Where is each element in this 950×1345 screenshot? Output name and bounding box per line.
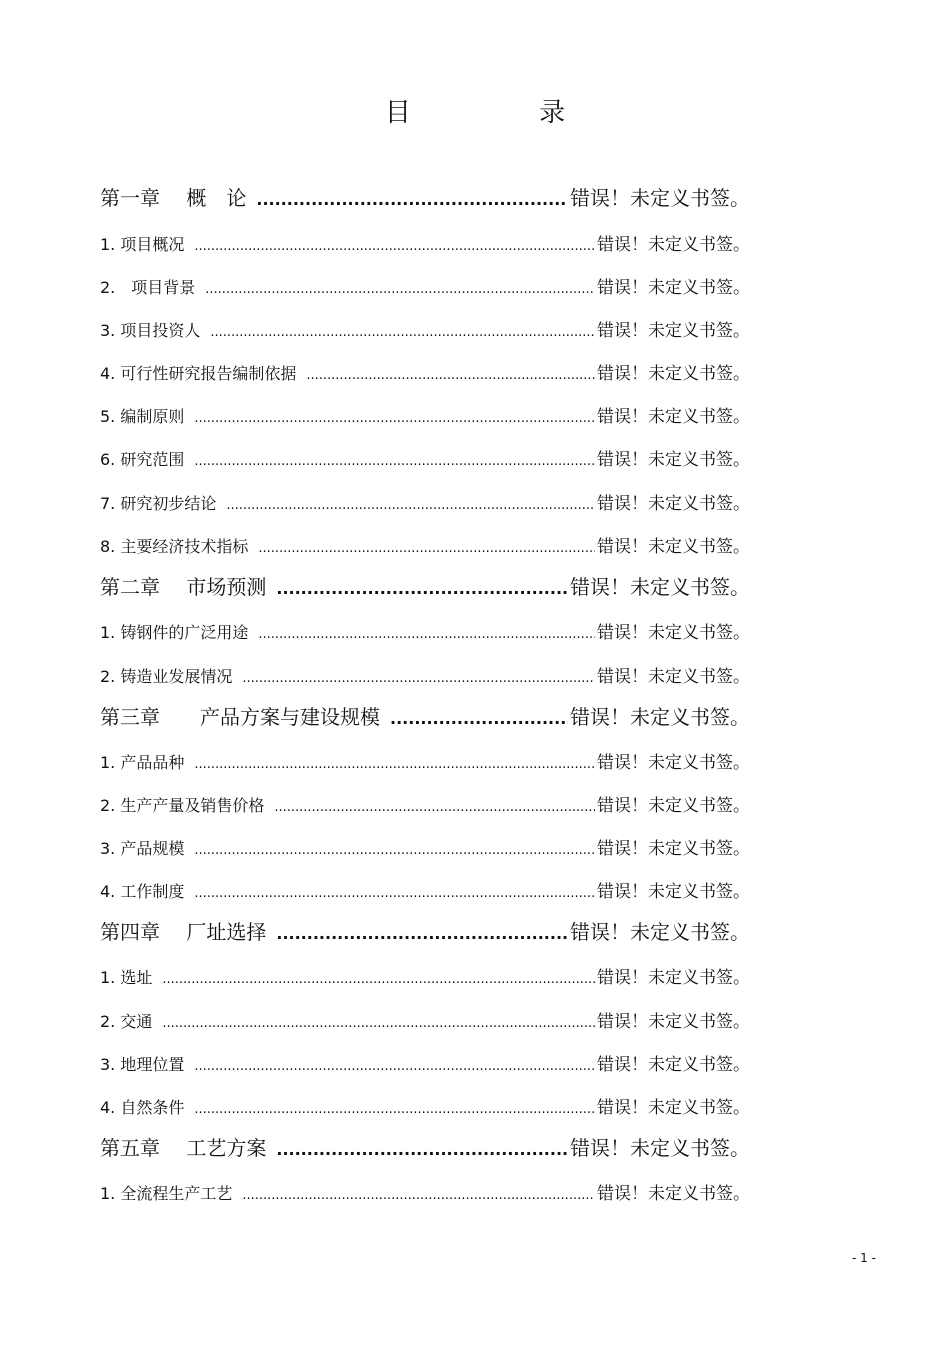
toc-label: 3. 地理位置: [100, 1055, 185, 1074]
toc-entry[interactable]: [100, 273, 750, 298]
page-title: 目 录: [384, 98, 626, 128]
page-number: - 1 -: [852, 1251, 876, 1265]
toc-label: 4. 可行性研究报告编制依据: [100, 364, 297, 383]
toc-ref: 错误！未定义书签。: [597, 882, 750, 902]
toc-label: 2. 交通: [100, 1012, 153, 1031]
toc-label: 3. 项目投资人: [100, 321, 201, 340]
toc-label: 2. 生产产量及销售价格: [100, 796, 265, 815]
dot-leader: [306, 368, 595, 383]
dot-leader: [194, 757, 595, 772]
toc-label: 1. 全流程生产工艺: [100, 1184, 233, 1203]
toc-entry[interactable]: [100, 701, 750, 730]
toc-ref: 错误！未定义书签。: [597, 968, 750, 988]
toc-ref: 错误！未定义书签。: [597, 667, 750, 687]
dot-leader: [242, 1188, 595, 1203]
toc-ref: 错误！未定义书签。: [597, 839, 750, 859]
toc-ref: 错误！未定义书签。: [597, 235, 750, 255]
toc-ref: 错误！未定义书签。: [570, 1136, 750, 1160]
toc-label: 第五章 工艺方案: [100, 1136, 267, 1160]
dot-leader: [205, 282, 595, 297]
dot-leader: [194, 239, 595, 254]
toc-entry[interactable]: [100, 748, 750, 773]
toc-label: 4. 自然条件: [100, 1098, 185, 1117]
toc-label: 1. 铸钢件的广泛用途: [100, 623, 249, 642]
toc-entry[interactable]: [100, 1093, 750, 1118]
dot-leader: [194, 886, 595, 901]
toc-ref: 错误！未定义书签。: [597, 494, 750, 514]
dot-leader: [276, 579, 568, 598]
dot-leader: [274, 800, 595, 815]
toc-label: 8. 主要经济技术指标: [100, 537, 249, 556]
toc-ref: 错误！未定义书签。: [570, 575, 750, 599]
dot-leader: [256, 190, 568, 209]
toc-ref: 错误！未定义书签。: [597, 450, 750, 470]
dot-leader: [226, 498, 595, 513]
dot-leader: [390, 709, 568, 728]
toc-entry[interactable]: [100, 618, 750, 643]
dot-leader: [258, 627, 595, 642]
toc-label: 6. 研究范围: [100, 450, 185, 469]
dot-leader: [194, 1059, 595, 1074]
toc-ref: 错误！未定义书签。: [597, 1055, 750, 1075]
toc-label: 4. 工作制度: [100, 882, 185, 901]
toc-entry[interactable]: [100, 532, 750, 557]
toc-entry[interactable]: [100, 445, 750, 470]
toc-label: 第一章 概 论: [100, 186, 247, 210]
toc-label: 第三章 产品方案与建设规模: [100, 705, 380, 729]
toc-entry[interactable]: [100, 571, 750, 600]
toc-label: 1. 项目概况: [100, 235, 185, 254]
dot-leader: [210, 325, 595, 340]
toc-ref: 错误！未定义书签。: [570, 920, 750, 944]
toc-label: 2. 项目背景: [100, 278, 196, 297]
toc-entry[interactable]: [100, 1132, 750, 1161]
dot-leader: [276, 924, 568, 943]
toc-entry[interactable]: [100, 662, 750, 687]
toc-ref: 错误！未定义书签。: [597, 1012, 750, 1032]
toc-entry[interactable]: [100, 359, 750, 384]
dot-leader: [242, 671, 595, 686]
toc-ref: 错误！未定义书签。: [597, 1098, 750, 1118]
toc-entry[interactable]: [100, 1050, 750, 1075]
toc-ref: 错误！未定义书签。: [570, 705, 750, 729]
toc-entry[interactable]: [100, 877, 750, 902]
dot-leader: [276, 1140, 568, 1159]
toc-label: 5. 编制原则: [100, 407, 185, 426]
toc-ref: 错误！未定义书签。: [570, 186, 750, 210]
toc-entry[interactable]: [100, 963, 750, 988]
dot-leader: [194, 1102, 595, 1117]
toc-entry[interactable]: [100, 402, 750, 427]
dot-leader: [162, 972, 595, 987]
toc-label: 第二章 市场预测: [100, 575, 267, 599]
toc-ref: 错误！未定义书签。: [597, 753, 750, 773]
dot-leader: [162, 1016, 595, 1031]
toc-label: 1. 产品品种: [100, 753, 185, 772]
dot-leader: [194, 454, 595, 469]
toc-label: 3. 产品规模: [100, 839, 185, 858]
toc-entry[interactable]: [100, 1179, 750, 1204]
toc-entry[interactable]: [100, 316, 750, 341]
toc-label: 2. 铸造业发展情况: [100, 667, 233, 686]
toc-entry[interactable]: [100, 182, 750, 211]
toc-entry[interactable]: [100, 916, 750, 945]
toc-label: 7. 研究初步结论: [100, 494, 217, 513]
toc-ref: 错误！未定义书签。: [597, 1184, 750, 1204]
dot-leader: [194, 411, 595, 426]
toc-entry[interactable]: [100, 1007, 750, 1032]
toc-ref: 错误！未定义书签。: [597, 537, 750, 557]
toc-label: 1. 选址: [100, 968, 153, 987]
toc-ref: 错误！未定义书签。: [597, 623, 750, 643]
toc-label: 第四章 厂址选择: [100, 920, 267, 944]
toc-entry[interactable]: [100, 489, 750, 514]
toc-entry[interactable]: [100, 791, 750, 816]
toc-ref: 错误！未定义书签。: [597, 364, 750, 384]
toc-ref: 错误！未定义书签。: [597, 407, 750, 427]
toc-ref: 错误！未定义书签。: [597, 796, 750, 816]
toc-ref: 错误！未定义书签。: [597, 278, 750, 298]
dot-leader: [258, 541, 595, 556]
dot-leader: [194, 843, 595, 858]
toc-entry[interactable]: [100, 230, 750, 255]
toc-ref: 错误！未定义书签。: [597, 321, 750, 341]
toc-entry[interactable]: [100, 834, 750, 859]
